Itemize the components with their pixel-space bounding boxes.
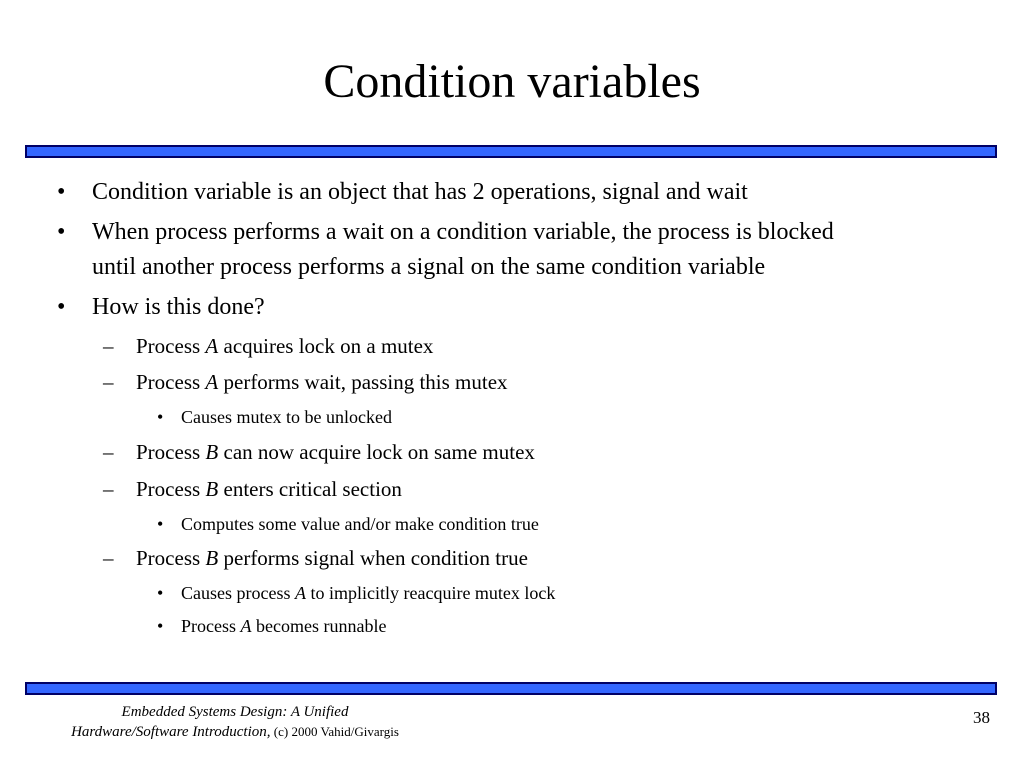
page-number: 38 (973, 708, 990, 727)
sub-sub-bullet-text: Process A becomes runnable (181, 616, 387, 636)
bullet-text: Condition variable is an object that has 2 operations, signal and wait (92, 179, 748, 205)
dash-marker: – (103, 370, 114, 394)
sub-bullet-text: Process A performs wait, passing this mutex (136, 370, 508, 394)
footer-book-title: Embedded Systems Design: A Unified (121, 704, 349, 720)
dash-marker: – (103, 440, 114, 464)
footer-citation (30, 702, 440, 742)
bullet-marker: • (157, 616, 164, 636)
footer-credit-line: Hardware/Software Introduction, (c) 2000 Vahid/Givargis (71, 724, 399, 740)
sub-bullet-text: Process B enters critical section (136, 477, 402, 501)
footer-divider-bar (25, 682, 997, 695)
sub-bullet-text: Process B performs signal when condition true (136, 546, 528, 570)
bullet-text: How is this done? (92, 294, 265, 320)
bullet-marker: • (57, 294, 66, 320)
bullet-text-continuation: until another process performs a signal on the same condition variable (92, 254, 766, 280)
sub-sub-bullet-text: Causes mutex to be unlocked (181, 407, 392, 427)
dash-marker: – (103, 546, 114, 570)
sub-bullet-text: Process A acquires lock on a mutex (136, 334, 434, 358)
sub-sub-bullet-text: Causes process A to implicitly reacquire mutex lock (181, 583, 556, 603)
dash-marker: – (103, 334, 114, 358)
sub-sub-bullet-text: Computes some value and/or make condition true (181, 514, 539, 534)
bullet-marker: • (57, 219, 66, 245)
bullet-marker: • (157, 514, 164, 534)
bullet-marker: • (157, 583, 164, 603)
bullet-marker: • (57, 179, 66, 205)
sub-bullet-text: Process B can now acquire lock on same mutex (136, 440, 535, 464)
bullet-text: When process performs a wait on a condition variable, the process is blocked (92, 219, 834, 245)
bullet-marker: • (157, 407, 164, 427)
dash-marker: – (103, 477, 114, 501)
slide-title: Condition variables (323, 55, 701, 108)
